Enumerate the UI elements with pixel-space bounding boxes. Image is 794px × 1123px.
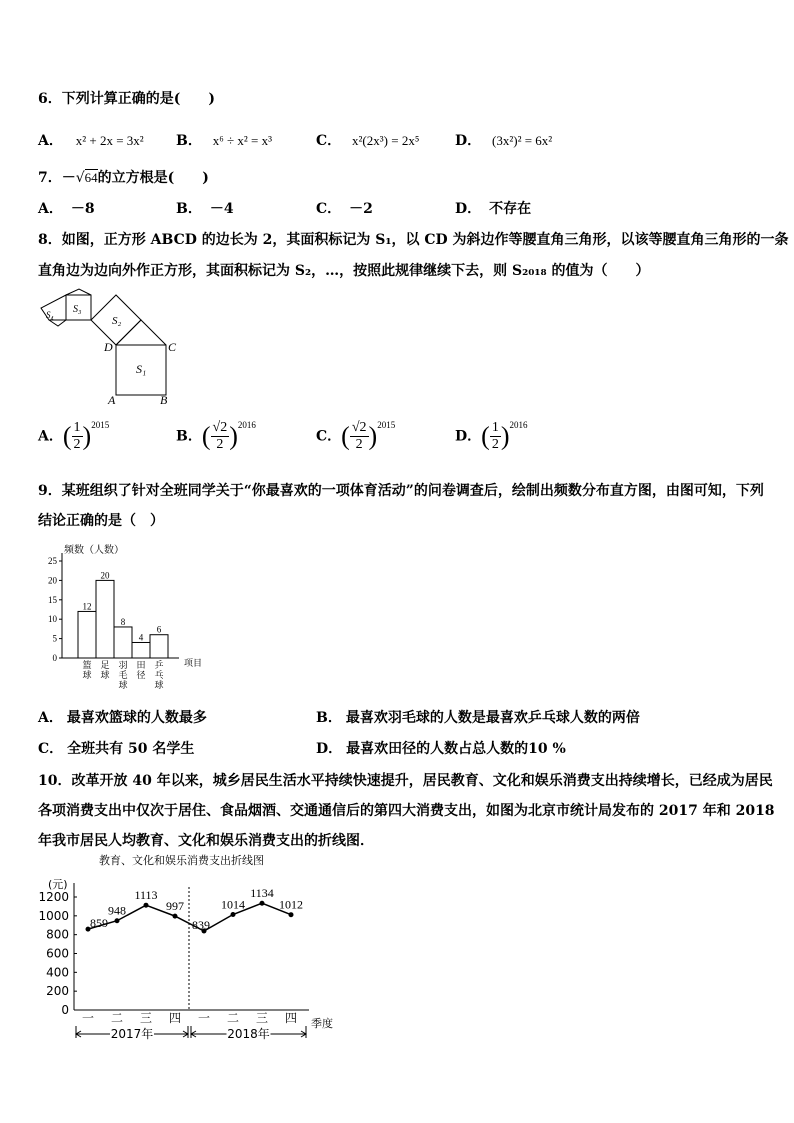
option-label: D． <box>455 133 482 149</box>
option-text: －2 <box>349 201 373 217</box>
y-tick-label: 600 <box>46 946 69 961</box>
label-s4: S₄ <box>46 310 54 320</box>
exponent: 2015 <box>91 420 110 430</box>
data-label: 839 <box>192 917 210 932</box>
option-label: D． <box>316 741 343 757</box>
y-tick-label: 20 <box>48 575 57 586</box>
data-point <box>289 912 294 917</box>
category-label: 毛 <box>118 670 128 680</box>
option-label: C． <box>38 741 64 757</box>
y-tick-label: 10 <box>48 614 57 625</box>
y-tick-label: 25 <box>48 556 57 566</box>
y-tick-label: 200 <box>46 984 69 999</box>
q10-stem-line3: 年我市居民人均教育、文化和娱乐消费支出的折线图． <box>38 833 374 849</box>
category-label: 三 <box>139 1011 153 1025</box>
frequency-histogram <box>44 540 214 698</box>
bar <box>114 627 132 658</box>
sqrt-sign: √ <box>75 170 85 186</box>
option-text: 最喜欢田径的人数占总人数的10 % <box>346 741 566 757</box>
fraction <box>211 420 230 453</box>
triangle-2 <box>66 289 91 295</box>
fraction-denominator: 2 <box>216 437 224 452</box>
label-d: D <box>104 340 113 354</box>
data-label: 1012 <box>279 897 303 912</box>
category-label: 一 <box>81 1011 95 1025</box>
option-expr: x⁶ ÷ x² = x³ <box>212 133 273 148</box>
exponent: 2016 <box>237 420 256 430</box>
q7-option-d <box>455 198 531 218</box>
option-text: 全班共有 50 名学生 <box>67 741 195 757</box>
category-label: 田 <box>136 660 146 670</box>
fraction-numerator: 1 <box>73 420 81 435</box>
category-label: 羽 <box>118 660 128 670</box>
bar-chart-xlabel: 项目 <box>184 658 203 668</box>
bar-value-label: 12 <box>82 601 92 612</box>
q7-option-b <box>176 198 234 218</box>
bar <box>78 611 96 658</box>
data-label: 859 <box>90 916 108 931</box>
q7-option-c <box>316 198 373 218</box>
option-label: B． <box>316 710 342 726</box>
category-label: 篮 <box>82 660 92 670</box>
fraction <box>350 420 369 453</box>
bar-value-label: 4 <box>138 632 144 643</box>
q10-stem-line1: 10．改革开放 40 年以来，城乡居民生活水平持续快速提升，居民教育、文化和娱乐消费支出持续增长，已经成为居民 <box>38 773 773 789</box>
option-label: A． <box>38 428 63 445</box>
bar <box>96 580 114 658</box>
category-label: 球 <box>82 670 92 680</box>
q9-option-b <box>316 707 640 727</box>
data-point <box>115 918 120 923</box>
y-tick-label: 1200 <box>38 890 69 904</box>
fraction-denominator: 2 <box>73 437 81 452</box>
y-tick-label: 15 <box>48 594 57 605</box>
option-label: D． <box>455 428 482 445</box>
q6-stem: 6．下列计算正确的是( ) <box>38 91 215 107</box>
option-text: －8 <box>70 201 95 217</box>
y-tick-label: 1000 <box>38 908 69 923</box>
year-label-2017: 2017年 <box>110 1027 154 1041</box>
q6-option-d <box>455 130 552 150</box>
option-expr: (3x²)² = 6x² <box>492 133 553 148</box>
bar-value-label: 20 <box>100 570 110 581</box>
fraction-numerator: √2 <box>351 420 367 435</box>
data-label: 997 <box>166 899 184 914</box>
triangle-3 <box>49 320 66 326</box>
q7-radicand: 64 <box>84 170 98 185</box>
y-tick-label: 0 <box>61 1003 69 1017</box>
category-label: 一 <box>197 1011 211 1025</box>
category-label: 四 <box>284 1011 298 1025</box>
category-label: 足 <box>100 660 110 670</box>
option-text: 最喜欢羽毛球的人数是最喜欢乒乓球人数的两倍 <box>345 710 640 726</box>
q9-stem-line1: 9．某班组织了针对全班同学关于“你最喜欢的一项体育活动”的问卷调查后，绘制出频数分布直方图，由图可知，下列 <box>38 483 764 499</box>
q7-option-a <box>38 198 95 218</box>
y-tick-label: 0 <box>52 653 57 663</box>
q9-option-a <box>38 707 207 727</box>
y-tick-label: 5 <box>52 633 57 644</box>
bar-value-label: 6 <box>156 624 162 635</box>
fraction-numerator: 1 <box>491 420 499 435</box>
line-chart-xlabel: 季度 <box>311 1017 333 1030</box>
q6-option-a <box>38 130 144 150</box>
option-label: C． <box>316 201 342 217</box>
triangle-cd <box>116 320 166 345</box>
category-label: 球 <box>154 680 164 690</box>
option-label: A． <box>38 133 63 149</box>
bar <box>150 635 168 658</box>
option-label: C． <box>316 428 342 445</box>
label-a: A <box>108 393 116 406</box>
q6-option-c <box>316 130 419 150</box>
label-s2: S₂ <box>112 315 122 327</box>
category-label: 三 <box>255 1011 269 1025</box>
fraction-numerator: √2 <box>212 420 228 435</box>
q8-stem-line2: 直角边为边向外作正方形，其面积标记为 S₂，…，按照此规律继续下去，则 S₂₀₁₈ 的值为（ ） <box>38 263 650 279</box>
q8-option-a: A．( $\frac{1}{2}$ )$^{2015}$ <box>38 420 110 452</box>
category-label: 四 <box>168 1011 182 1025</box>
category-label: 二 <box>226 1011 240 1025</box>
y-tick-label: 400 <box>46 965 69 980</box>
q9-option-d <box>316 738 566 758</box>
option-text: 不存在 <box>489 201 532 217</box>
option-label: A． <box>38 201 63 217</box>
q7-stem <box>38 167 209 187</box>
q8-option-c: C．( $\frac{√2}{2}$ )$^{2015}$ <box>316 420 396 452</box>
q6-option-b <box>176 130 272 150</box>
q8-square-figure <box>36 288 186 406</box>
bar-value-label: 8 <box>120 616 126 627</box>
label-s1: S₁ <box>136 362 147 376</box>
option-label: B． <box>176 133 202 149</box>
data-label: 1014 <box>221 897 245 912</box>
data-label: 1134 <box>250 886 274 901</box>
data-point <box>231 912 236 917</box>
line-chart-ylabel: (元) <box>48 878 68 891</box>
expenditure-line-chart <box>34 850 354 1045</box>
y-tick-label: 800 <box>46 927 69 942</box>
line-chart-title: 教育、文化和娱乐消费支出折线图 <box>99 854 264 867</box>
year-label-2018: 2018年 <box>227 1027 270 1041</box>
data-point <box>173 914 178 919</box>
q9-option-c <box>38 738 194 758</box>
option-text: 最喜欢篮球的人数最多 <box>66 710 207 726</box>
label-s3: S₃ <box>73 304 82 315</box>
fraction-denominator: 2 <box>491 437 499 452</box>
data-label: 948 <box>108 903 126 918</box>
category-label: 乓 <box>154 670 164 680</box>
q8-option-b: B．( $\frac{√2}{2}$ )$^{2016}$ <box>176 420 256 452</box>
q8-option-d: D．( $\frac{1}{2}$ )$^{2016}$ <box>455 420 528 452</box>
q7-stem-suffix: 的立方根是( ) <box>97 170 209 186</box>
option-label: B． <box>176 428 202 445</box>
category-label: 乒 <box>154 660 164 670</box>
data-point <box>144 903 149 908</box>
q10-stem-line2: 各项消费支出中仅次于居住、食品烟酒、交通通信后的第四大消费支出，如图为北京市统计局发布的 2017 年和 2018 <box>38 803 775 819</box>
category-label: 球 <box>100 670 110 680</box>
option-text: －4 <box>209 201 234 217</box>
option-label: A． <box>38 710 63 726</box>
label-b: B <box>160 393 168 406</box>
fraction <box>72 420 83 453</box>
bar-chart-ylabel: 频数（人数） <box>64 545 124 556</box>
option-label: D． <box>455 201 482 217</box>
bar <box>132 642 150 658</box>
option-expr: x² + 2x = 3x² <box>75 133 144 148</box>
fraction <box>490 420 501 453</box>
category-label: 二 <box>110 1011 124 1025</box>
option-expr: x²(2x³) = 2x⁵ <box>352 133 420 148</box>
exponent: 2015 <box>377 420 396 430</box>
data-point <box>260 901 265 906</box>
data-label: 1113 <box>134 888 158 903</box>
option-label: B． <box>176 201 202 217</box>
option-label: C． <box>316 133 342 149</box>
q8-stem-line1: 8．如图，正方形 ABCD 的边长为 2，其面积标记为 S₁，以 CD 为斜边作等腰直角三角形，以该等腰直角三角形的一条 <box>38 232 789 248</box>
label-c: C <box>168 340 177 354</box>
q9-stem-line2: 结论正确的是（ ） <box>38 513 164 529</box>
exponent: 2016 <box>509 420 528 430</box>
category-label: 径 <box>136 670 146 680</box>
fraction-denominator: 2 <box>355 437 363 452</box>
q7-stem-prefix: 7．－ <box>38 170 76 186</box>
category-label: 球 <box>118 680 128 690</box>
